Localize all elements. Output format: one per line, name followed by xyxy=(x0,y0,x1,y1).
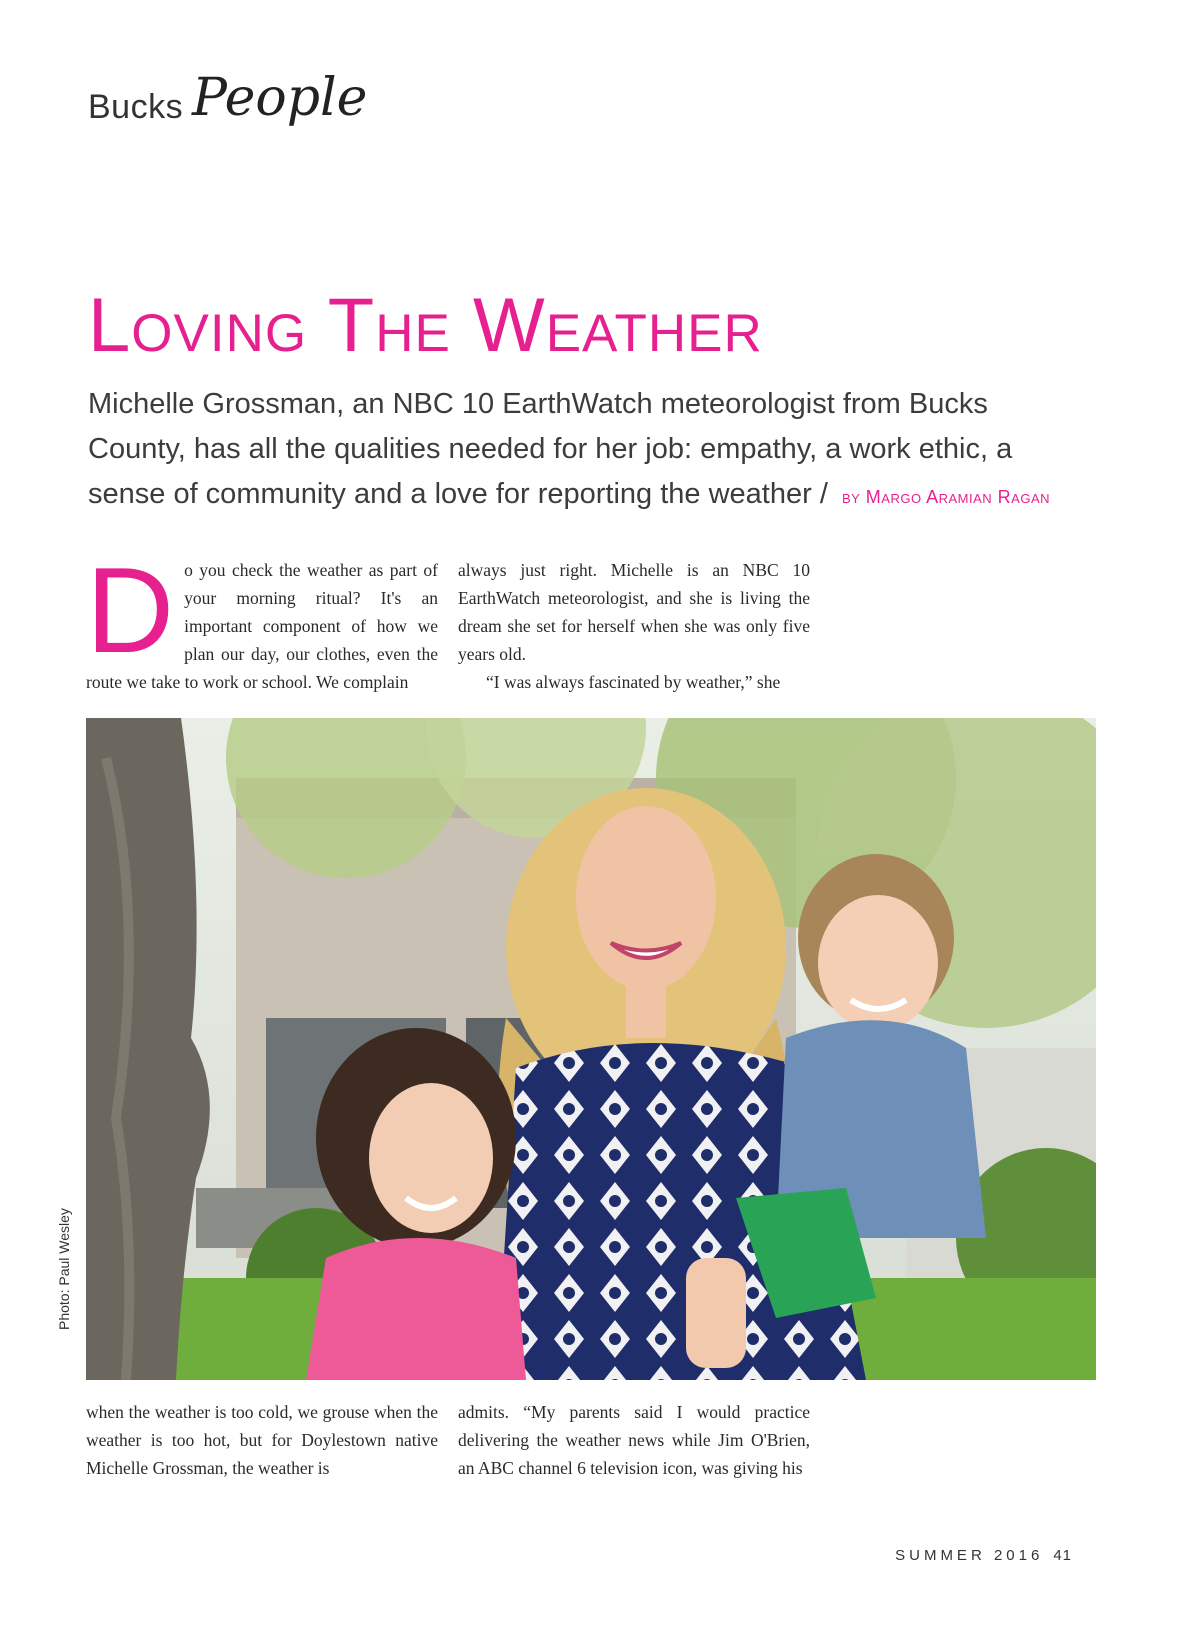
article-title: Loving The Weather xyxy=(88,283,763,368)
section-name-people: People xyxy=(192,68,368,128)
body-column-1 xyxy=(86,542,438,696)
body-column-2 xyxy=(458,556,810,696)
article-photo xyxy=(86,718,1096,1380)
byline: by Margo Aramian Ragan xyxy=(841,487,1051,507)
section-header xyxy=(88,60,368,170)
page-number: 41 xyxy=(1053,1547,1072,1564)
paragraph: when the weather is too cold, we grouse when the weather is too hot, but for Doylestown native Michelle Grossman, the weather is xyxy=(86,1402,438,1478)
section-name-bucks: Bucks xyxy=(88,88,184,126)
paragraph: “I was always fascinated by weather,” she xyxy=(486,672,781,692)
article-deck xyxy=(88,382,1088,520)
issue-label: SUMMER 2016 xyxy=(895,1547,1044,1564)
paragraph: o you check the weather as part of your morning ritual? It's an important component of how we plan our day, our clothes, even the route we take to work or school. We complain xyxy=(86,560,438,692)
paragraph: admits. “My parents said I would practice delivering the weather news while Jim O'Brien, an ABC channel 6 television icon, was giving his xyxy=(458,1402,810,1478)
photo-credit: Photo: Paul Wesley xyxy=(56,1208,72,1330)
body-column-3 xyxy=(86,1398,438,1482)
drop-cap: D xyxy=(86,542,175,678)
page-footer xyxy=(895,1547,1072,1564)
deck-text: Michelle Grossman, an NBC 10 EarthWatch meteorologist from Bucks County, has all the qualities needed for her job: empathy, a work ethic, a sense of community and a love for reporting the weather / xyxy=(88,388,1013,510)
family-photo-illustration xyxy=(86,718,1096,1380)
body-column-4 xyxy=(458,1398,810,1482)
paragraph: always just right. Michelle is an NBC 10 EarthWatch meteorologist, and she is living the dream she set for herself when she was only five years old. xyxy=(458,560,810,664)
